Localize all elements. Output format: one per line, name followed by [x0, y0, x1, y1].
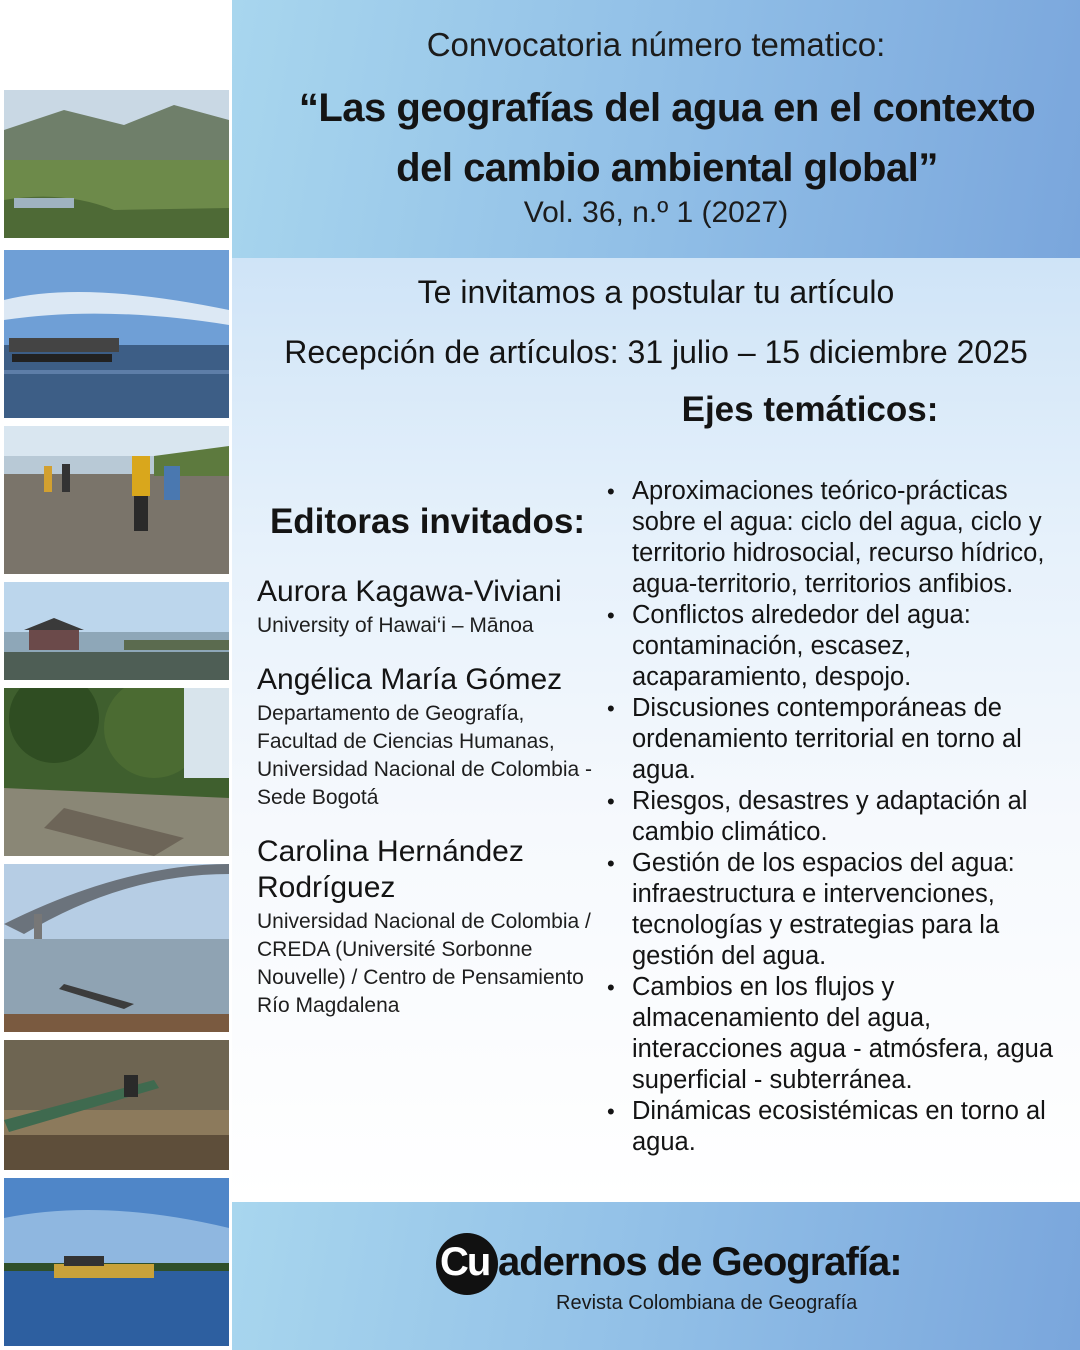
photo-boat-lake	[4, 1178, 229, 1346]
invite-text: Te invitamos a postular tu artículo	[417, 274, 895, 310]
editor-name: Aurora Kagawa-Viviani	[257, 575, 562, 608]
call-kicker: Convocatoria número tematico:	[426, 26, 886, 63]
topic-item: • Discusiones contemporáneas de ordenamiento territorial en torno al agua.	[605, 693, 1055, 786]
topic-item: • Dinámicas ecosistémicas en torno al agua.	[605, 1096, 1055, 1158]
editor-affiliation: Universidad Nacional de Colombia / CREDA (Université Sorbonne Nouvelle) / Centro de Pensamiento Río Magdalena	[257, 910, 591, 1017]
volume-label: Vol. 36, n.º 1 (2027)	[523, 196, 789, 229]
photo-forest-channel	[4, 688, 229, 856]
editor-affiliation: University of Hawai‘i – Mānoa	[257, 614, 534, 637]
journal-logo-name: adernos de Geografía:	[498, 1240, 902, 1284]
photo-paramo	[4, 90, 229, 238]
journal-subtitle: Revista Colombiana de Geografía	[556, 1292, 858, 1314]
editors-list	[257, 574, 597, 1042]
issue-title: “Las geografías del agua en el contexto del cambio ambiental global”	[298, 86, 1036, 190]
editor-item	[257, 834, 597, 1020]
photo-strip	[0, 0, 232, 1350]
topics-list	[605, 476, 1055, 1158]
editor-name: Carolina Hernández Rodríguez	[257, 835, 524, 904]
editor-name: Angélica María Gómez	[257, 663, 563, 696]
photo-canoe-fisherman	[4, 1040, 229, 1170]
topics-heading: Ejes temáticos:	[681, 390, 939, 429]
topic-item: • Aproximaciones teórico-prácticas sobre el agua: ciclo del agua, ciclo y territorio hidrosocial, recurso hídrico, agua-territorio, territorios anfibios.	[605, 476, 1055, 600]
photo-stilt-house	[4, 582, 229, 680]
journal-logo-cu: Cu	[440, 1240, 490, 1284]
reception-dates: Recepción de artículos: 31 julio – 15 diciembre 2025	[284, 334, 1028, 370]
photo-bridge-river	[4, 864, 229, 1032]
editor-item	[257, 574, 597, 640]
topic-item: • Conflictos alrededor del agua: contaminación, escasez, acaparamiento, despojo.	[605, 600, 1055, 693]
photo-lake-dock	[4, 250, 229, 418]
editors-heading: Editoras invitados:	[269, 502, 585, 541]
topic-item: • Riesgos, desastres y adaptación al cambio climático.	[605, 786, 1055, 848]
topic-item: • Cambios en los flujos y almacenamiento del agua, interacciones agua - atmósfera, agua superficial - subterránea.	[605, 972, 1055, 1096]
editor-affiliation: Departamento de Geografía, Facultad de Ciencias Humanas, Universidad Nacional de Colombia - Sede Bogotá	[257, 702, 592, 809]
editor-item	[257, 662, 597, 812]
photo-researchers-shore	[4, 426, 229, 574]
topic-item: • Gestión de los espacios del agua: infraestructura e intervenciones, tecnologías y estrategias para la gestión del agua.	[605, 848, 1055, 972]
